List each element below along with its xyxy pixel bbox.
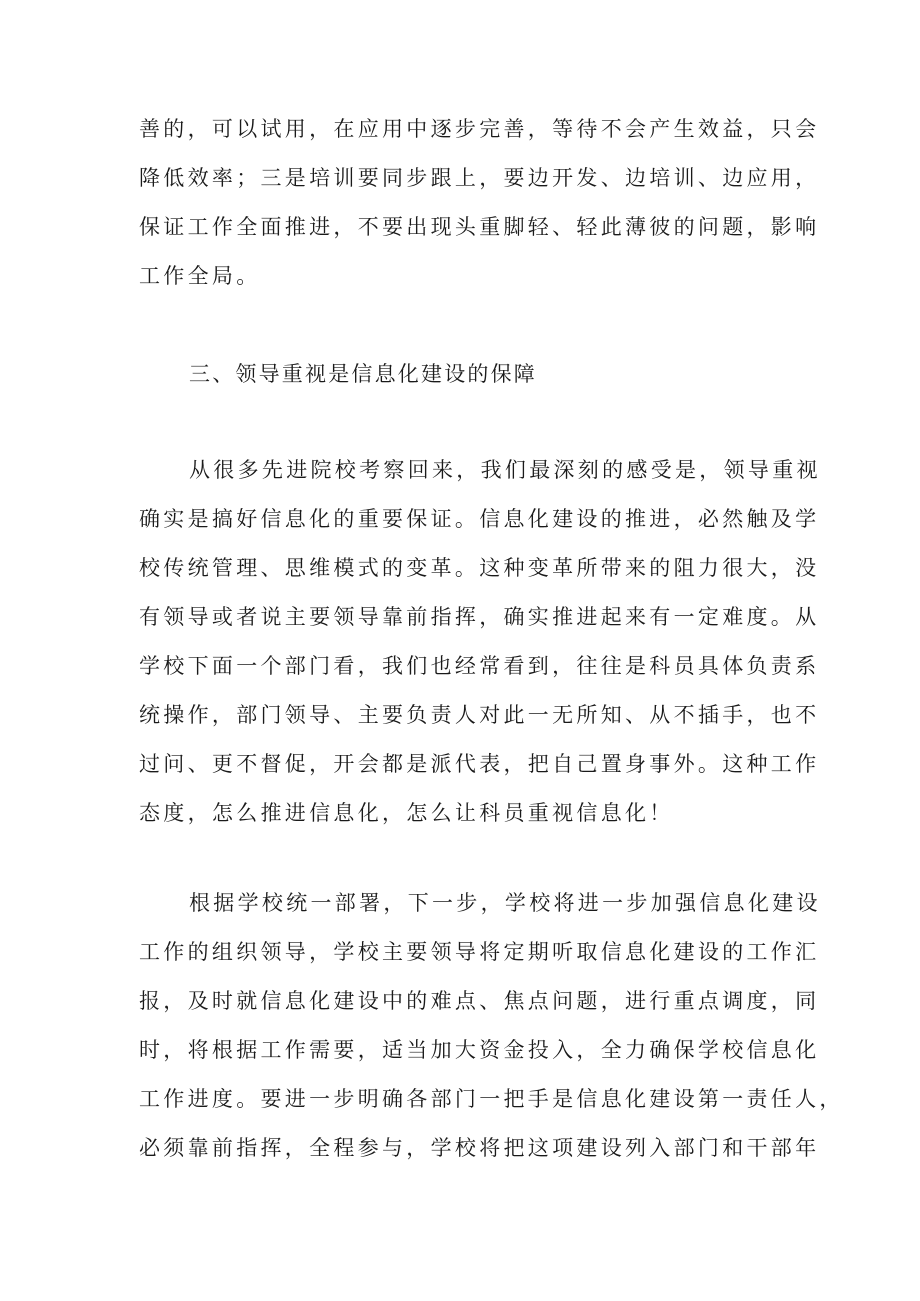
text-line: 过问、更不督促，开会都是派代表，把自己置身事外。这种工作: [139, 752, 820, 776]
text-line: 根据学校统一部署，下一步，学校将进一步加强信息化建设: [189, 891, 821, 915]
text-line: 时，将根据工作需要，适当加大资金投入，全力确保学校信息化: [139, 1038, 820, 1062]
text-line: 学校下面一个部门看，我们也经常看到，往往是科员具体负责系: [139, 654, 820, 678]
text-line: 必须靠前指挥，全程参与，学校将把这项建设列入部门和干部年: [139, 1136, 820, 1160]
heading-text: 三、领导重视是信息化建设的保障: [189, 362, 537, 386]
text-line: 确实是搞好信息化的重要保证。信息化建设的推进，必然触及学: [139, 507, 820, 531]
text-line: 善的，可以试用，在应用中逐步完善，等待不会产生效益，只会: [139, 117, 820, 141]
paragraph-continuation: [139, 105, 820, 301]
text-line: 工作进度。要进一步明确各部门一把手是信息化建设第一责任人，: [139, 1087, 844, 1111]
text-line: 工作的组织领导，学校主要领导将定期听取信息化建设的工作汇: [139, 940, 820, 964]
text-line: 统操作，部门领导、主要负责人对此一无所知、从不插手，也不: [139, 703, 820, 727]
text-line: 校传统管理、思维模式的变革。这种变革所带来的阻力很大，没: [139, 556, 820, 580]
text-line: 降低效率；三是培训要同步跟上，要边开发、边培训、边应用，: [139, 166, 820, 190]
paragraph-next-steps: [139, 879, 844, 1173]
section-heading: [139, 350, 789, 399]
text-line: 态度，怎么推进信息化，怎么让科员重视信息化！: [139, 801, 674, 825]
text-line: 从很多先进院校考察回来，我们最深刻的感受是，领导重视: [189, 458, 821, 482]
text-line: 有领导或者说主要领导靠前指挥，确实推进起来有一定难度。从: [139, 605, 820, 629]
text-line: 工作全局。: [139, 264, 261, 288]
text-line: 保证工作全面推进，不要出现头重脚轻、轻此薄彼的问题，影响: [139, 215, 820, 239]
text-line: 报，及时就信息化建设中的难点、焦点问题，进行重点调度，同: [139, 989, 820, 1013]
paragraph-leadership-importance: [139, 446, 821, 838]
